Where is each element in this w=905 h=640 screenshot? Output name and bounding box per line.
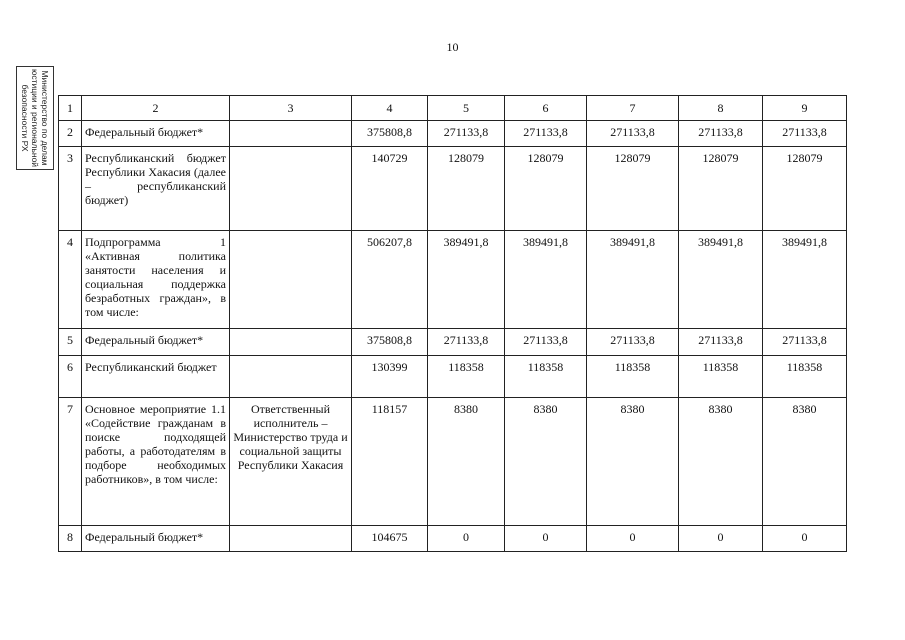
row-value: 271133,8 xyxy=(587,121,679,147)
column-header: 9 xyxy=(763,96,847,121)
table-row xyxy=(59,329,847,356)
row-value: 271133,8 xyxy=(763,121,847,147)
stamp-line: юстиции и региональной xyxy=(30,68,40,168)
row-value: 104675 xyxy=(352,526,428,552)
column-header: 1 xyxy=(59,96,82,121)
column-header: 3 xyxy=(230,96,352,121)
row-value: 118358 xyxy=(763,356,847,398)
row-name: Республиканский бюджет Республики Хакасия (далее – республиканский бюджет) xyxy=(82,147,230,231)
row-value: 8380 xyxy=(428,398,505,526)
stamp-line: безопасности РХ xyxy=(20,84,30,152)
page-number: 10 xyxy=(446,40,459,54)
column-header: 4 xyxy=(352,96,428,121)
row-value: 271133,8 xyxy=(505,329,587,356)
row-value: 271133,8 xyxy=(679,121,763,147)
row-number: 2 xyxy=(59,121,82,147)
row-name: Подпрограмма 1 «Активная политика занятости населения и социальная поддержка безработных граждан», в том числе: xyxy=(82,231,230,329)
row-value: 8380 xyxy=(763,398,847,526)
table-row xyxy=(59,231,847,329)
row-number: 3 xyxy=(59,147,82,231)
row-value: 0 xyxy=(505,526,587,552)
row-number: 5 xyxy=(59,329,82,356)
stamp-text xyxy=(20,66,50,170)
row-number: 4 xyxy=(59,231,82,329)
row-value: 128079 xyxy=(428,147,505,231)
row-value: 118157 xyxy=(352,398,428,526)
column-header: 6 xyxy=(505,96,587,121)
row-value: 271133,8 xyxy=(505,121,587,147)
row-value: 8380 xyxy=(505,398,587,526)
row-value: 118358 xyxy=(587,356,679,398)
row-value: 375808,8 xyxy=(352,329,428,356)
row-number: 8 xyxy=(59,526,82,552)
row-value: 128079 xyxy=(763,147,847,231)
row-name: Республиканский бюджет xyxy=(82,356,230,398)
table-header-row xyxy=(59,96,847,121)
row-value: 389491,8 xyxy=(763,231,847,329)
row-value: 271133,8 xyxy=(679,329,763,356)
row-value: 8380 xyxy=(679,398,763,526)
row-value: 128079 xyxy=(679,147,763,231)
row-name: Основное мероприятие 1.1 «Содействие гражданам в поиске подходящей работы, а работодателям в подборе необходимых работников», в том числе: xyxy=(82,398,230,526)
row-value: 389491,8 xyxy=(679,231,763,329)
table-row xyxy=(59,121,847,147)
row-value: 389491,8 xyxy=(505,231,587,329)
row-value: 389491,8 xyxy=(428,231,505,329)
table-row xyxy=(59,147,847,231)
row-value: 140729 xyxy=(352,147,428,231)
row-name: Федеральный бюджет* xyxy=(82,121,230,147)
registration-stamp xyxy=(16,66,54,170)
table-row xyxy=(59,526,847,552)
row-executor xyxy=(230,329,352,356)
row-value: 0 xyxy=(679,526,763,552)
row-executor xyxy=(230,526,352,552)
budget-table xyxy=(58,95,847,552)
row-value: 375808,8 xyxy=(352,121,428,147)
row-value: 130399 xyxy=(352,356,428,398)
row-value: 0 xyxy=(763,526,847,552)
row-name: Федеральный бюджет* xyxy=(82,526,230,552)
row-executor: Ответственный исполнитель – Министерство труда и социальной защиты Республики Хакасия xyxy=(230,398,352,526)
table-row xyxy=(59,398,847,526)
row-value: 128079 xyxy=(505,147,587,231)
column-header: 5 xyxy=(428,96,505,121)
row-value: 271133,8 xyxy=(587,329,679,356)
stamp-line: Министерство по делам xyxy=(40,70,50,166)
row-executor xyxy=(230,231,352,329)
row-executor xyxy=(230,147,352,231)
row-number: 7 xyxy=(59,398,82,526)
row-value: 271133,8 xyxy=(428,121,505,147)
row-value: 271133,8 xyxy=(763,329,847,356)
row-executor xyxy=(230,356,352,398)
row-number: 6 xyxy=(59,356,82,398)
table-row xyxy=(59,356,847,398)
row-value: 128079 xyxy=(587,147,679,231)
column-header: 7 xyxy=(587,96,679,121)
row-name: Федеральный бюджет* xyxy=(82,329,230,356)
row-executor xyxy=(230,121,352,147)
row-value: 0 xyxy=(587,526,679,552)
row-value: 118358 xyxy=(428,356,505,398)
row-value: 0 xyxy=(428,526,505,552)
row-value: 118358 xyxy=(505,356,587,398)
row-value: 271133,8 xyxy=(428,329,505,356)
column-header: 8 xyxy=(679,96,763,121)
column-header: 2 xyxy=(82,96,230,121)
row-value: 506207,8 xyxy=(352,231,428,329)
row-value: 8380 xyxy=(587,398,679,526)
row-value: 389491,8 xyxy=(587,231,679,329)
row-value: 118358 xyxy=(679,356,763,398)
